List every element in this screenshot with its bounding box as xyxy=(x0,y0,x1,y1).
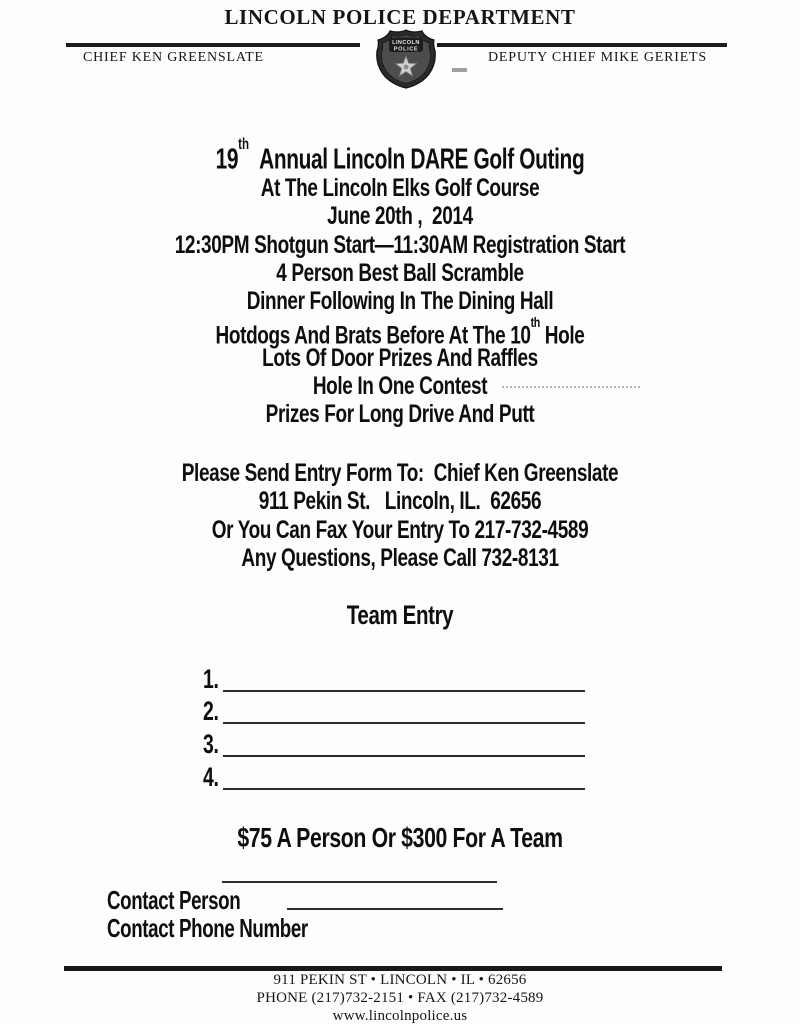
contact-person-label: Contact Person xyxy=(106,885,241,915)
team-slot-1-blank[interactable] xyxy=(223,690,585,692)
event-prizes-more: Prizes For Long Drive And Putt xyxy=(265,400,535,429)
team-slot-3-number: 3. xyxy=(203,729,219,759)
footer-rule xyxy=(64,966,722,971)
pricing-line: $75 A Person Or $300 For A Team xyxy=(237,822,563,853)
team-entry-heading: Team Entry xyxy=(346,600,454,630)
team-slot-3-blank[interactable] xyxy=(223,755,585,757)
chief-name: CHIEF KEN GREENSLATE xyxy=(83,50,264,65)
event-title: 19th Annual Lincoln DARE Golf Outing xyxy=(215,136,585,176)
police-badge-icon xyxy=(374,29,438,89)
entry-send-to: Please Send Entry Form To: Chief Ken Greenslate xyxy=(181,459,619,487)
ordinal-superscript: th xyxy=(530,314,540,331)
letterhead-rule-left xyxy=(66,43,360,47)
footer-website: www.lincolnpolice.us xyxy=(332,1008,468,1024)
event-contest: Hole In One Contest xyxy=(312,372,488,401)
footer-address: 911 PEKIN ST • LINCOLN • IL • 62656 xyxy=(273,972,527,988)
contact-person-blank[interactable] xyxy=(222,881,497,883)
event-date: June 20th , 2014 xyxy=(327,202,473,231)
entry-address: 911 Pekin St. Lincoln, IL. 62656 xyxy=(258,487,542,516)
event-food: Hotdogs And Brats Before At The 10th Hole xyxy=(215,314,585,350)
team-slot-4-blank[interactable] xyxy=(223,788,585,790)
event-dinner: Dinner Following In The Dining Hall xyxy=(246,287,554,316)
scan-artifact-dots xyxy=(502,384,640,388)
letterhead-rule-right xyxy=(437,43,727,47)
team-slot-2-number: 2. xyxy=(203,696,219,726)
footer-phone-fax: PHONE (217)732-2151 • FAX (217)732-4589 xyxy=(256,990,544,1006)
scan-artifact-dash xyxy=(452,68,467,72)
badge-text-line1: LINCOLN xyxy=(392,39,420,46)
event-details xyxy=(0,134,800,429)
contact-phone-label: Contact Phone Number xyxy=(106,913,308,943)
entry-questions: Any Questions, Please Call 732-8131 xyxy=(241,543,559,572)
badge-text-line2: POLICE xyxy=(393,46,419,53)
department-title: LINCOLN POLICE DEPARTMENT xyxy=(224,5,576,29)
ordinal-superscript: th xyxy=(238,136,250,153)
team-slot-4-number: 4. xyxy=(203,762,219,792)
entry-fax: Or You Can Fax Your Entry To 217-732-4589 xyxy=(211,515,589,544)
event-format: 4 Person Best Ball Scramble xyxy=(276,258,524,287)
event-location: At The Lincoln Elks Golf Course xyxy=(260,174,540,202)
entry-instructions xyxy=(0,459,800,572)
event-prizes: Lots Of Door Prizes And Raffles xyxy=(262,343,538,372)
team-slot-2-blank[interactable] xyxy=(223,722,585,724)
contact-phone-blank[interactable] xyxy=(287,908,503,910)
event-schedule: 12:30PM Shotgun Start—11:30AM Registration Start xyxy=(174,230,626,259)
team-slot-1-number: 1. xyxy=(203,664,219,694)
deputy-chief-name: DEPUTY CHIEF MIKE GERIETS xyxy=(488,50,707,65)
